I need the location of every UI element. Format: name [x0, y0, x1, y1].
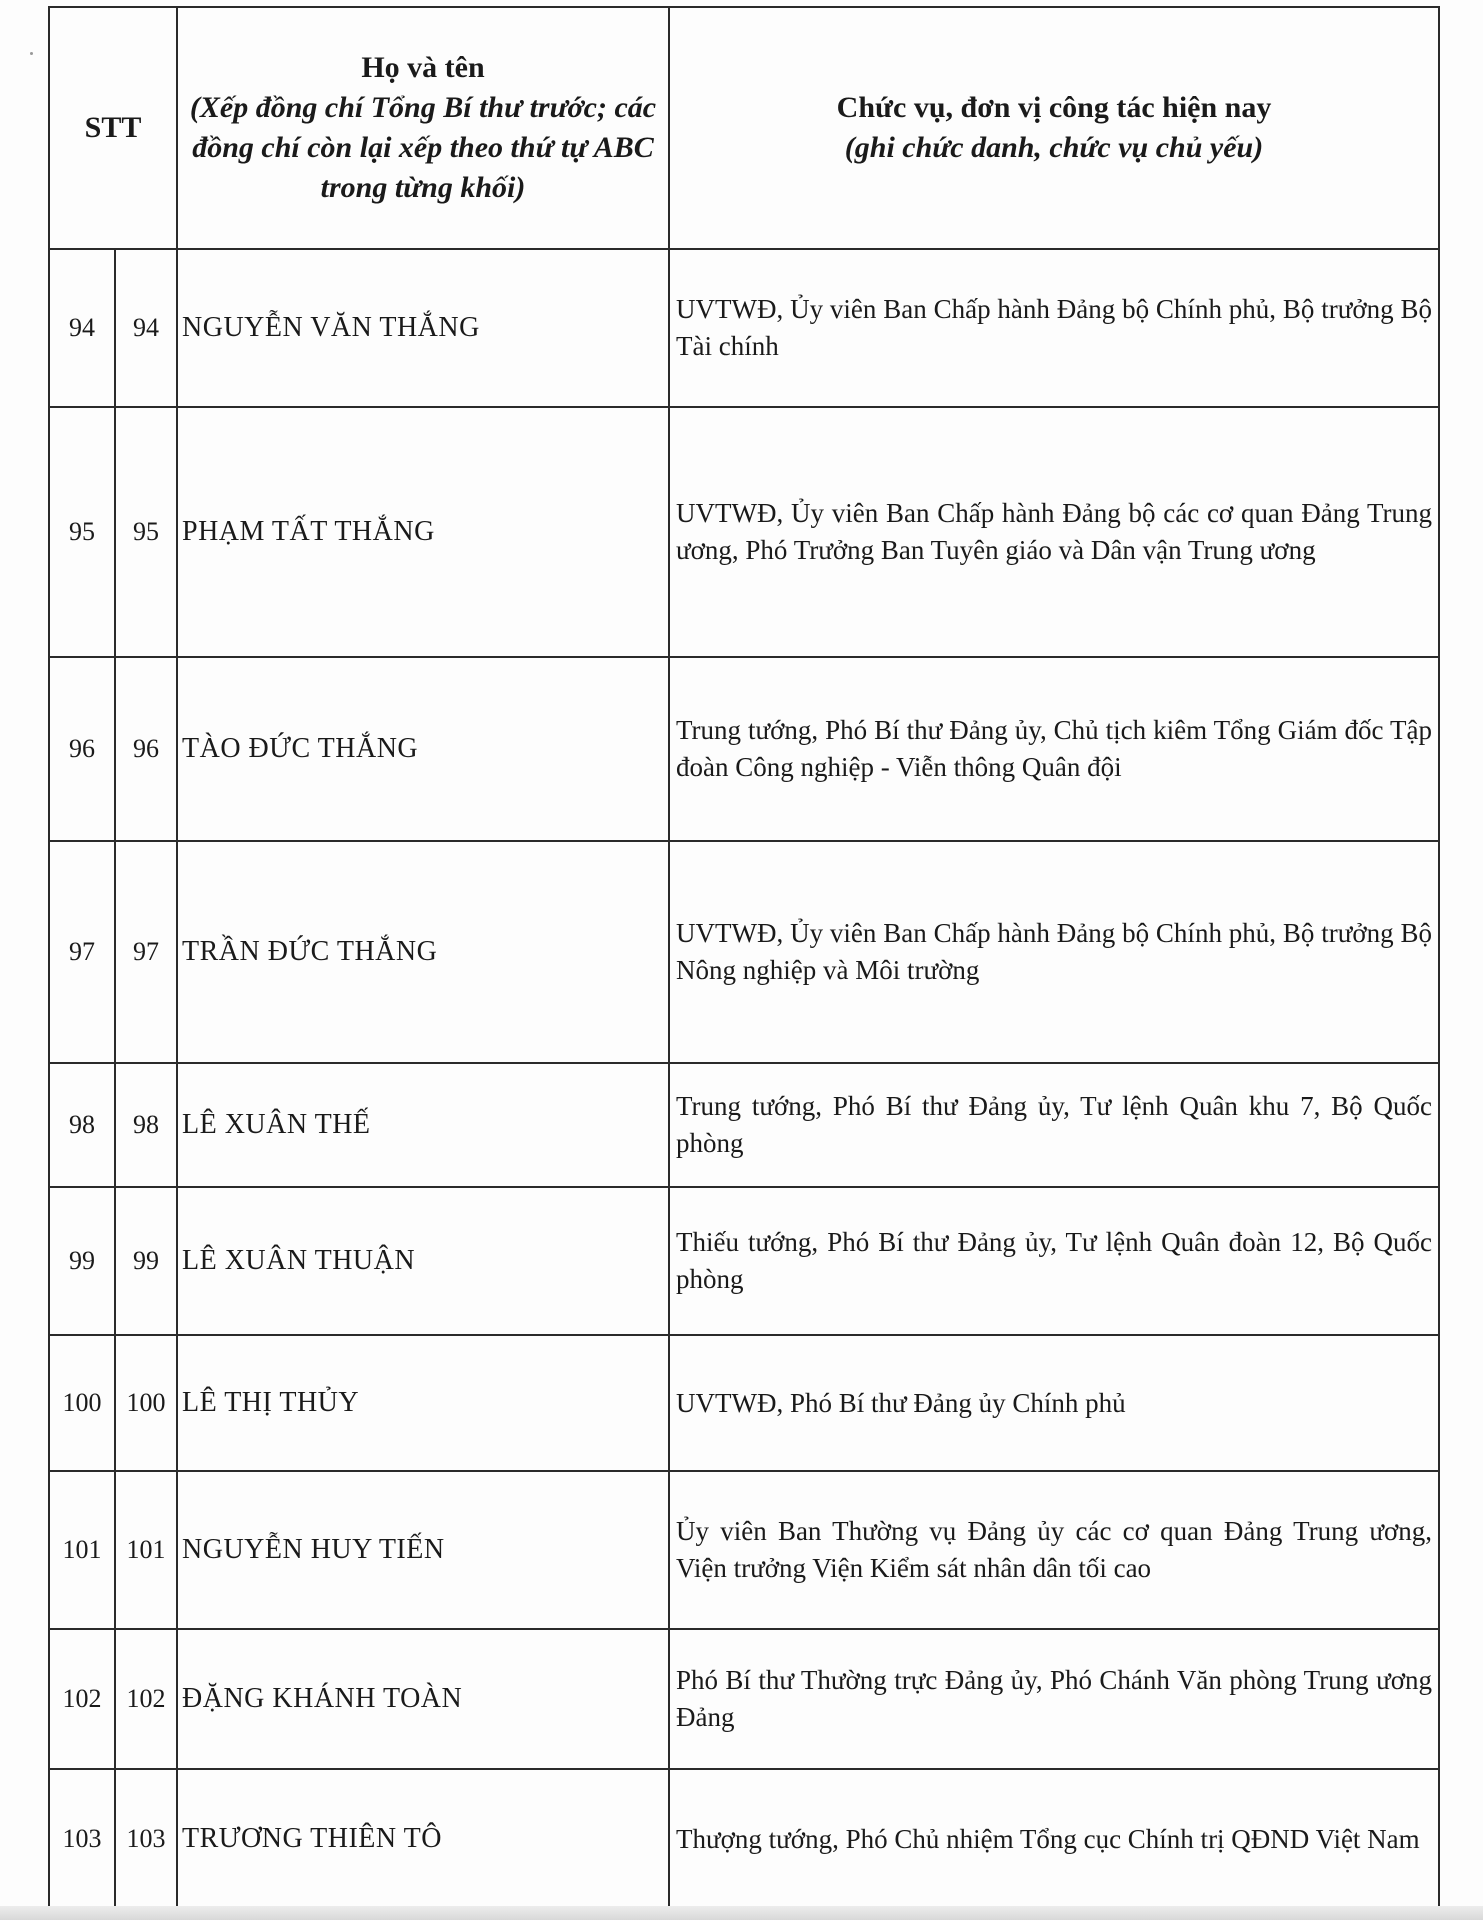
scan-bottom-edge	[0, 1906, 1483, 1920]
row-stt-sub: 102	[115, 1629, 177, 1769]
header-position	[669, 7, 1439, 249]
row-name: LÊ THỊ THỦY	[177, 1335, 669, 1471]
table-row	[49, 1629, 1439, 1769]
table-row	[49, 407, 1439, 657]
table-row	[49, 1063, 1439, 1187]
header-name-title: Họ và tên	[361, 51, 485, 84]
row-name: ĐẶNG KHÁNH TOÀN	[177, 1629, 669, 1769]
row-name: TRƯƠNG THIÊN TÔ	[177, 1769, 669, 1909]
row-stt: 101	[49, 1471, 115, 1629]
row-stt: 100	[49, 1335, 115, 1471]
row-position: Thượng tướng, Phó Chủ nhiệm Tổng cục Chính trị QĐND Việt Nam	[669, 1769, 1439, 1909]
row-name: LÊ XUÂN THẾ	[177, 1063, 669, 1187]
header-stt: STT	[49, 7, 177, 249]
row-position: UVTWĐ, Ủy viên Ban Chấp hành Đảng bộ Chính phủ, Bộ trưởng Bộ Nông nghiệp và Môi trường	[669, 841, 1439, 1063]
row-name: PHẠM TẤT THẮNG	[177, 407, 669, 657]
table-row	[49, 1471, 1439, 1629]
row-position: Ủy viên Ban Thường vụ Đảng ủy các cơ quan Đảng Trung ương, Viện trưởng Viện Kiểm sát nhân dân tối cao	[669, 1471, 1439, 1629]
row-stt-sub: 94	[115, 249, 177, 407]
row-position: UVTWĐ, Phó Bí thư Đảng ủy Chính phủ	[669, 1335, 1439, 1471]
row-stt: 96	[49, 657, 115, 841]
row-position: UVTWĐ, Ủy viên Ban Chấp hành Đảng bộ Chính phủ, Bộ trưởng Bộ Tài chính	[669, 249, 1439, 407]
row-stt-sub: 97	[115, 841, 177, 1063]
table-header-row	[49, 7, 1439, 249]
row-position: Trung tướng, Phó Bí thư Đảng ủy, Chủ tịch kiêm Tổng Giám đốc Tập đoàn Công nghiệp - Viễn thông Quân đội	[669, 657, 1439, 841]
row-name: LÊ XUÂN THUẬN	[177, 1187, 669, 1335]
header-position-note: (ghi chức danh, chức vụ chủ yếu)	[844, 131, 1264, 164]
table-row	[49, 841, 1439, 1063]
row-stt-sub: 101	[115, 1471, 177, 1629]
row-stt-sub: 100	[115, 1335, 177, 1471]
row-name: TRẦN ĐỨC THẮNG	[177, 841, 669, 1063]
table-row	[49, 1335, 1439, 1471]
row-name: NGUYỄN VĂN THẮNG	[177, 249, 669, 407]
row-name: NGUYỄN HUY TIẾN	[177, 1471, 669, 1629]
header-name-note: (Xếp đồng chí Tổng Bí thư trước; các đồng chí còn lại xếp theo thứ tự ABC trong từng khối)	[189, 91, 657, 204]
row-stt-sub: 103	[115, 1769, 177, 1909]
row-stt-sub: 99	[115, 1187, 177, 1335]
row-position: Thiếu tướng, Phó Bí thư Đảng ủy, Tư lệnh Quân đoàn 12, Bộ Quốc phòng	[669, 1187, 1439, 1335]
table-row	[49, 249, 1439, 407]
row-name: TÀO ĐỨC THẮNG	[177, 657, 669, 841]
row-stt: 95	[49, 407, 115, 657]
row-position: Trung tướng, Phó Bí thư Đảng ủy, Tư lệnh Quân khu 7, Bộ Quốc phòng	[669, 1063, 1439, 1187]
row-position: UVTWĐ, Ủy viên Ban Chấp hành Đảng bộ các cơ quan Đảng Trung ương, Phó Trưởng Ban Tuyên giáo và Dân vận Trung ương	[669, 407, 1439, 657]
header-name	[177, 7, 669, 249]
row-stt-sub: 98	[115, 1063, 177, 1187]
table-row	[49, 657, 1439, 841]
row-stt: 98	[49, 1063, 115, 1187]
row-stt: 103	[49, 1769, 115, 1909]
table-row	[49, 1187, 1439, 1335]
row-position: Phó Bí thư Thường trực Đảng ủy, Phó Chánh Văn phòng Trung ương Đảng	[669, 1629, 1439, 1769]
row-stt: 99	[49, 1187, 115, 1335]
scan-speck	[30, 52, 33, 55]
row-stt: 97	[49, 841, 115, 1063]
table-row	[49, 1769, 1439, 1909]
header-position-title: Chức vụ, đơn vị công tác hiện nay	[836, 91, 1272, 124]
row-stt-sub: 95	[115, 407, 177, 657]
personnel-table	[48, 6, 1440, 1910]
row-stt: 94	[49, 249, 115, 407]
row-stt-sub: 96	[115, 657, 177, 841]
row-stt: 102	[49, 1629, 115, 1769]
